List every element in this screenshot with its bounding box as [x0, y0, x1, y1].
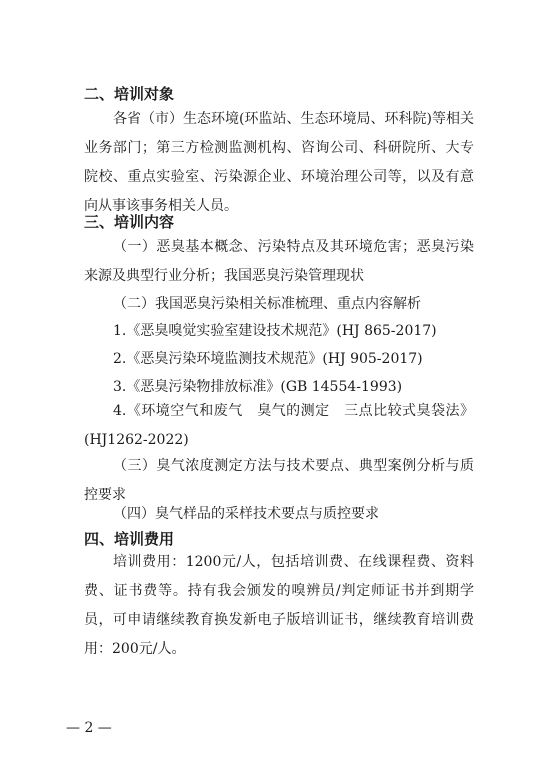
content-item-4: （四）臭气样品的采样技术要点与质控要求 [113, 506, 379, 522]
standard-item-2: 2.《恶臭污染环境监测技术规范》(HJ 905-2017) [113, 351, 423, 367]
paragraph-training-audience: 各省（市）生态环境(环监站、生态环境局、环科院)等相关业务部门；第三方检测监测机构、咨询公司、科研院所、大专院校、重点实验室、污染源企业、环境治理公司等，以及有意向从事该事务相关人员。 [84, 111, 474, 214]
heading-training-audience: 二、培训对象 [84, 85, 175, 103]
paragraph-training-fee: 培训费用：1200元/人，包括培训费、在线课程费、资料费、证书费等。持有我会颁发的嗅辨员/判定师证书并到期学员，可申请继续教育换发新电子版培训证书，继续教育培训费用：200元/人。 [84, 554, 474, 657]
content-item-3: （三）臭气浓度测定方法与技术要点、典型案例分析与质控要求 [84, 458, 474, 503]
standard-item-3: 3.《恶臭污染物排放标准》(GB 14554-1993) [113, 379, 403, 395]
content-item-1: （一）恶臭基本概念、污染特点及其环境危害；恶臭污染来源及典型行业分析；我国恶臭污染管理现状 [84, 239, 474, 284]
content-item-2: （二）我国恶臭污染相关标准梳理、重点内容解析 [113, 296, 421, 312]
standard-item-1: 1.《恶臭嗅觉实验室建设技术规范》(HJ 865-2017) [113, 323, 437, 339]
standard-item-4: 4.《环境空气和废气 臭气的测定 三点比较式臭袋法》(HJ1262-2022) [84, 403, 474, 448]
page-number: — 2 — [66, 720, 112, 736]
heading-training-content: 三、培训内容 [84, 213, 175, 231]
heading-training-fee: 四、培训费用 [84, 530, 175, 548]
